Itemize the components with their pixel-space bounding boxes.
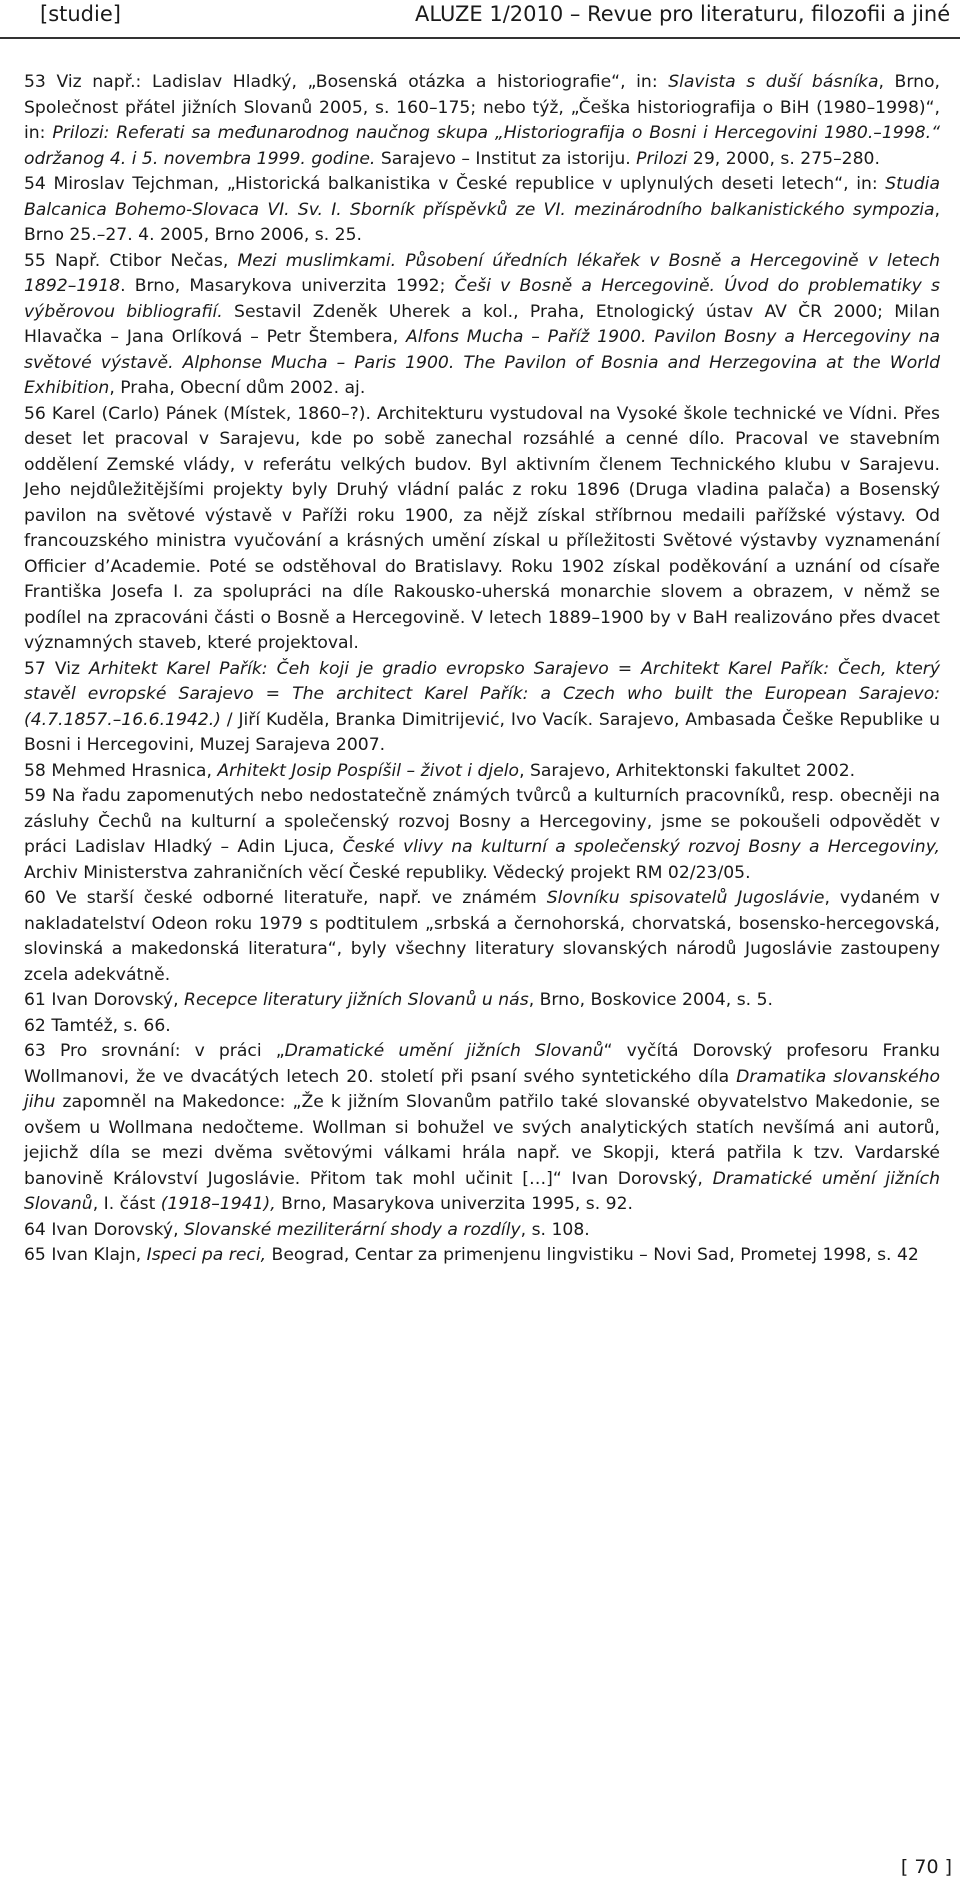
footnote-italic-segment: Recepce literatury jižních Slovanů u nás [184,990,529,1010]
footnote-65 [24,1243,940,1269]
footnote-text-segment: Ivan Klajn, [51,1245,147,1265]
footnote-text-segment: “ vyčítá Dorovský profesoru Franku Wollmanovi, že ve dvacátých letech 20. století při psaní svého syntetického díla [24,1041,940,1087]
footnote-55 [24,249,940,402]
footnote-text-segment: Ivan Dorovský, [51,990,184,1010]
footnote-italic-segment: Arhitekt Karel Pařík: Čeh koji je gradio evropsko Sarajevo = Architekt Karel Pařík: Čech, který stavěl evropské Sarajevo = The architect Karel Pařík: a Czech who built the European Sarajevo: (4.7.1857.–16.6.1942.) [24,658,941,730]
footnote-text-segment: Mehmed Hrasnica, [51,760,218,781]
footnote-text-segment: Brno, Masarykova univerzita 1995, s. 92. [275,1194,633,1214]
footnote-58 [24,759,940,785]
footnote-60 [24,886,940,988]
footnote-text-segment: , Brno, Společnost přátel jižních Slovanů 2005, s. 160–175; nebo týž, „Češka historiografija o BiH (1980–1998)“, in: [24,72,940,143]
page-number: [ 70 ] [900,1856,952,1878]
header-rule [0,37,960,39]
footnote-54 [24,172,940,249]
footnote-italic-segment: (1918–1941), [160,1194,276,1214]
footnote-62 [24,1014,940,1040]
footnote-number: 63 [24,1041,46,1061]
footnote-text-segment: Archiv Ministerstva zahraničních věcí České republiky. Vědecký projekt RM 02/23/05. [24,862,751,883]
journal-title: ALUZE 1/2010 – Revue pro literaturu, filozofii a jiné [415,2,951,26]
footnote-text-segment: Na řadu zapomenutých nebo nedostatečně známých tvůrců a kulturních pracovníků, resp. obecněji na zásluhy Čechů na kulturní a společenský rozvoj Bosny a Hercegoviny, jsme se pokoušeli odpovědět v práci Ladislav Hladký – Adin Ljuca, [24,786,940,857]
footnote-italic-segment: Mezi muslimkami. Působení úředních lékařek v Bosně a Hercegovině v letech 1892–1918 [24,250,940,296]
footnote-63 [24,1039,940,1218]
footnote-number: 57 [24,658,46,679]
footnote-64 [24,1218,940,1244]
footnote-number: 65 [24,1245,46,1265]
footnote-61 [24,988,940,1014]
footnote-56 [24,402,940,657]
footnote-number: 64 [24,1219,46,1240]
footnote-text-segment: Pro srovnání: v práci „ [59,1041,285,1061]
footnote-italic-segment: Ispeci pa reci, [146,1245,267,1265]
footnotes-list [24,70,940,1269]
footnote-number: 59 [24,786,46,806]
footnote-text-segment: Ivan Dorovský, [51,1219,184,1240]
footnote-italic-segment: Studia Balcanica Bohemo-Slovaca VI. Sv. I. Sborník příspěvků ze VI. mezinárodního balkanistického sympozia [24,174,940,220]
footnote-italic-segment: Arhitekt Josip Pospíšil – život i djelo [217,760,520,781]
footnote-italic-segment: Prilozi: Referati sa međunarodnog naučnog skupa „Historiografija o Bosni i Hercegovini 1980.–1998.“ održanog 4. i 5. novembra 1999. godine. [24,123,940,169]
footnote-text-segment: 29, 2000, s. 275–280. [687,148,880,169]
footnote-number: 53 [24,72,46,92]
footnote-italic-segment: České vlivy na kulturní a společenský rozvoj Bosny a Hercegoviny, [342,837,940,857]
footnote-53 [24,70,940,172]
footnote-number: 55 [24,250,46,271]
footnote-text-segment: Viz např.: Ladislav Hladký, „Bosenská otázka a historiografie“, in: [56,72,669,92]
footnote-text-segment: , Praha, Obecní dům 2002. aj. [109,378,366,398]
footnote-italic-segment: Dramatické umění jižních Slovanů [284,1041,604,1061]
footnote-text-segment: Viz [54,658,90,679]
footnote-text-segment: Beograd, Centar za primenjenu lingvistiku – Novi Sad, Prometej 1998, s. 42 [266,1245,919,1265]
section-label: [studie] [40,2,121,26]
footnote-text-segment: . Brno, Masarykova univerzita 1992; [120,276,455,296]
footnote-number: 60 [24,888,46,908]
footnote-text-segment: Sestavil Zdeněk Uherek a kol., Praha, Etnologický ústav AV ČR 2000; Milan Hlavačka – Jana Orlíková – Petr Štembera, [24,301,940,347]
footnote-text-segment: , I. část [92,1194,161,1214]
footnote-text-segment: Sarajevo – Institut za istoriju. [375,148,637,169]
footnote-text-segment: , Brno 25.–27. 4. 2005, Brno 2006, s. 25. [24,199,940,245]
footnote-text-segment: , Brno, Boskovice 2004, s. 5. [528,990,774,1010]
footnote-number: 54 [24,174,46,194]
footnote-italic-segment: Dramatické umění jižních Slovanů [24,1168,941,1214]
footnote-text-segment: Ve starší české odborné literatuře, např. ve známém [55,888,547,908]
footnote-text-segment: Tamtéž, s. 66. [51,1015,171,1036]
footnote-57 [24,657,940,759]
footnote-number: 56 [24,403,46,424]
footnote-italic-segment: Slavista s duší básníka [668,72,879,92]
footnote-text-segment: / Jiří Kuděla, Branka Dimitrijević, Ivo Vacík. Sarajevo, Ambasada Češke Republike u Bosni i Hercegovini, Muzej Sarajeva 2007. [24,709,940,755]
footnote-italic-segment: Češi v Bosně a Hercegovině. Úvod do problematiky s výběrovou bibliografií. [24,276,941,322]
footnote-number: 61 [24,990,46,1010]
footnote-text-segment: , s. 108. [520,1219,590,1240]
footnote-italic-segment: Dramatika slovanského jihu [24,1066,940,1112]
footnote-text-segment: Např. Ctibor Nečas, [55,250,238,271]
footnote-italic-segment: Prilozi [636,148,688,169]
footnote-text-segment: Karel (Carlo) Pánek (Místek, 1860–?). Architekturu vystudoval na Vysoké škole technické ve Vídni. Přes deset let pracoval v Sarajevu, kde po sobě zanechal rozsáhlé a cenné dílo. Pracoval ve stavebním oddělení Zemské vlády, v referátu velkých budov. Byl aktivním členem Technického klubu v Sarajevu. Jeho nejdůležitějšími projekty byly Druhý vládní palác z roku 1896 (Druga vladina palača) a Bosenský pavilon na světové výstavě v Paříži roku 1900, za nějž získal stříbrnou medaili pařížské výstavy. Od francouzského ministra vyučování a krásných umění získal u příležitosti Světové výstavby vyznamenání Officier d’Academie. Poté se odstěhoval do Bratislavy. Roku 1902 získal poděkování a uznání od císaře Františka Josefa I. za spolupráci na díle Rakousko-uherská monarchie slovem a obrazem, v němž se podílel na zpracováni části o Bosně a Hercegovině. V letech 1889–1900 by v BaH realizováno přes dvacet významných staveb, které projektoval. [24,403,941,653]
footnote-italic-segment: Alfons Mucha – Paříž 1900. Pavilon Bosny a Hercegoviny na světové výstavě. Alphonse Mucha – Paris 1900. The Pavilon of Bosnia and Herzegovina at the World Exhibition [24,327,940,398]
footnote-italic-segment: Slovanské meziliterární shody a rozdíly [184,1219,521,1240]
footnote-text-segment: zapomněl na Makedonce: „Že k jižním Slovanům patřilo také slovanské obyvatelstvo Makedonie, se ovšem u Wollmana nedočteme. Wollman si bohužel ve svých analytických statích nevšímá ani autorů, jejichž díla se mezi dvěma světovými válkami hrála např. ve Skopji, která patřila k tzv. Vardarské banovině Království Jugoslávie. Přitom tak mohl učinit […]“ Ivan Dorovský, [24,1092,940,1189]
running-header [0,0,960,38]
footnote-59 [24,784,940,886]
footnote-number: 58 [24,760,46,781]
footnote-number: 62 [24,1015,46,1036]
footnote-italic-segment: Slovníku spisovatelů Jugoslávie [546,888,825,908]
footnote-text-segment: , vydaném v nakladatelství Odeon roku 1979 s podtitulem „srbská a černohorská, chorvatská, bosensko-hercegovská, slovinská a makedonská literatura“, byly všechny literatury slovanských národů Jugoslávie zastoupeny zcela adekvátně. [24,888,940,985]
footnote-text-segment: Miroslav Tejchman, „Historická balkanistika v České republice v uplynulých deseti letech“, in: [53,174,886,194]
footnote-text-segment: , Sarajevo, Arhitektonski fakultet 2002. [519,760,856,781]
